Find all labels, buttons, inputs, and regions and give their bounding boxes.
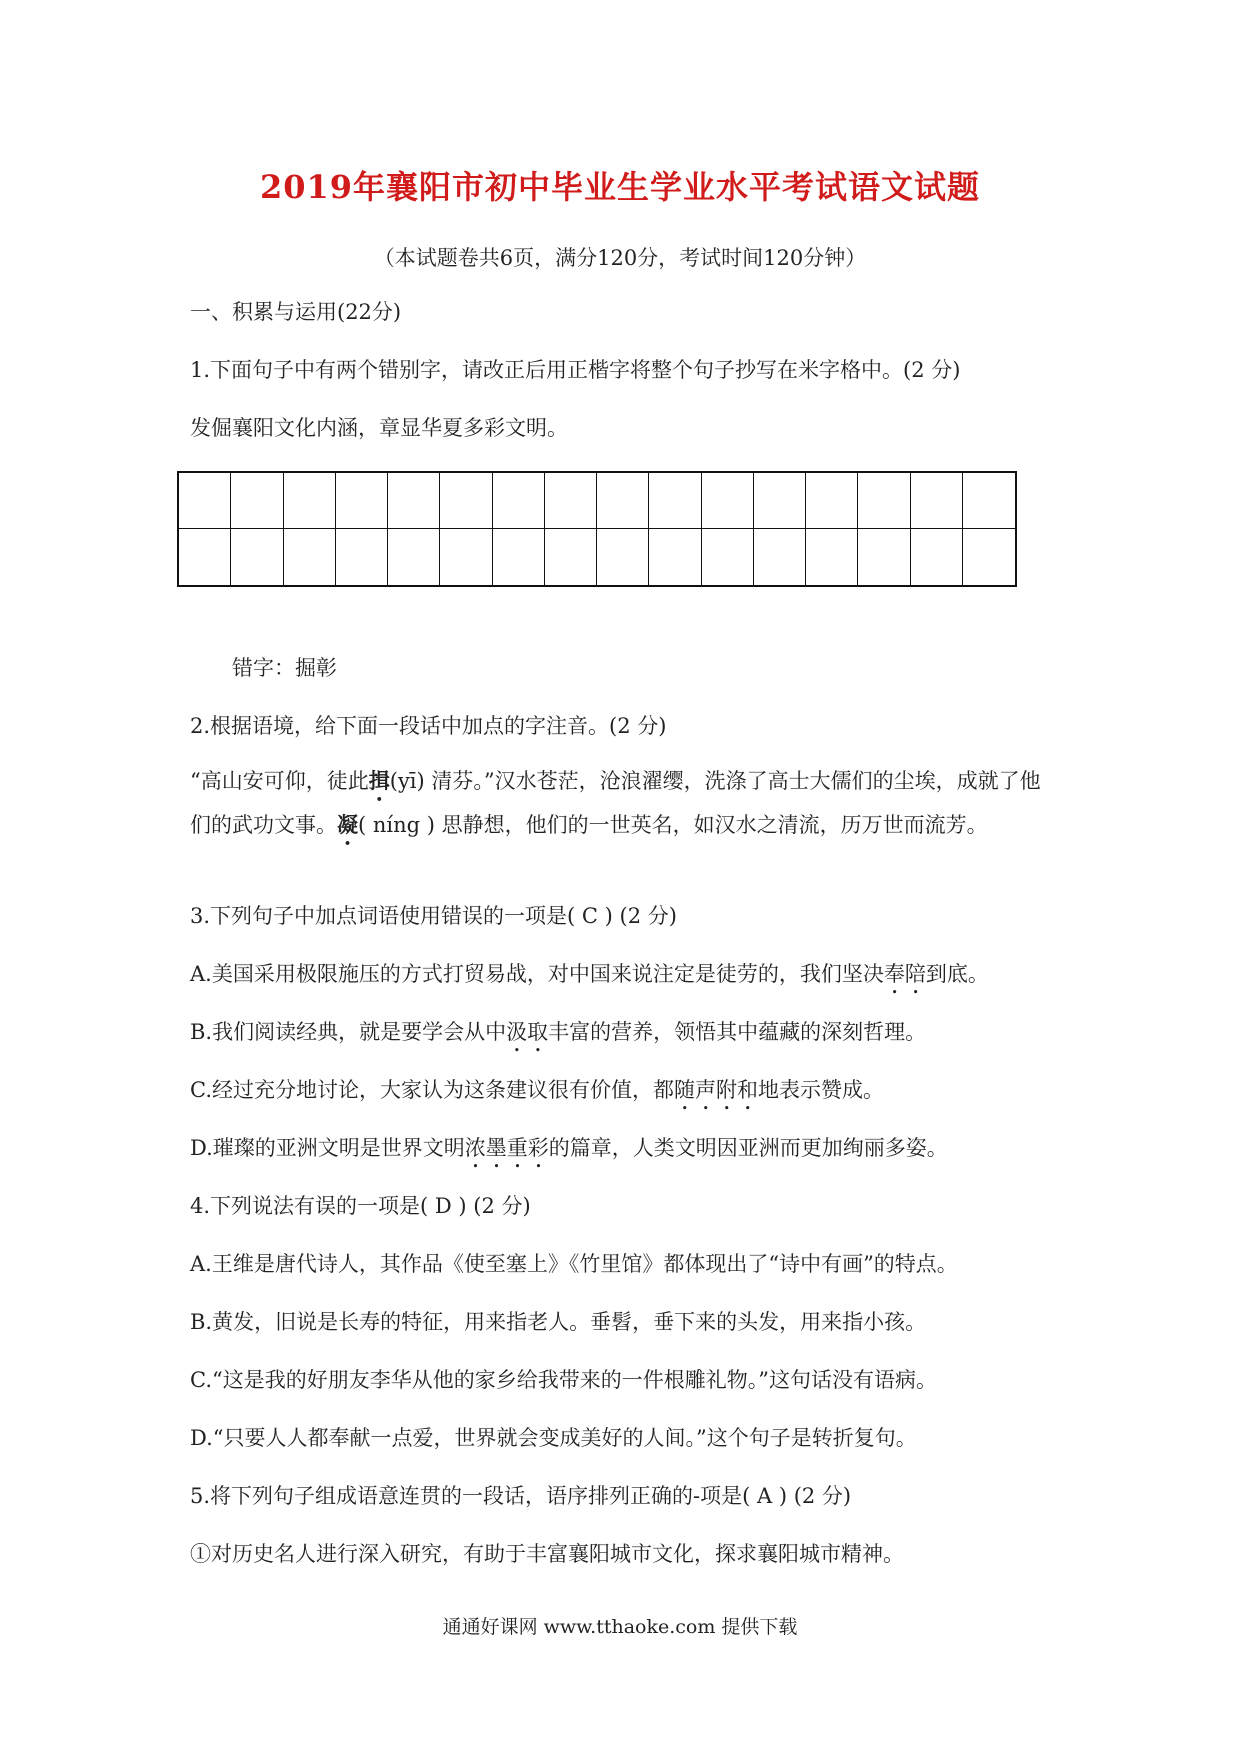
grid-cell: [806, 473, 858, 529]
page-footer: 通通好课网 www.tthaoke.com 提供下载: [442, 1616, 798, 1638]
q4-option-b: B.黄发，旧说是长寿的特征，用来指老人。垂髫，垂下来的头发，用来指小孩。: [190, 1310, 927, 1334]
q3-d-text: D.璀璨的亚洲文明是世界文明: [190, 1136, 465, 1160]
grid-cell: [493, 473, 545, 529]
grid-cell: [388, 473, 440, 529]
grid-cell: [858, 529, 910, 585]
exam-title: 2019年襄阳市初中毕业生学业水平考试语文试题: [259, 168, 981, 206]
q2-text-1: “高山安可仰，徒此: [190, 769, 369, 793]
writing-grid: [177, 471, 1017, 587]
grid-cell: [702, 473, 754, 529]
q3-a-text: A.美国采用极限施压的方式打贸易战，对中国来说注定是徒劳的，我们坚决: [190, 962, 884, 986]
grid-cell: [545, 473, 597, 529]
grid-cell: [231, 473, 283, 529]
q4-option-a: A.王维是唐代诗人，其作品《使至塞上》《竹里馆》都体现出了“诗中有画”的特点。: [190, 1252, 958, 1276]
grid-cell: [440, 473, 492, 529]
q2-dotted-char-2: 凝: [337, 812, 358, 837]
q3-a-dotted: 奉陪: [883, 962, 926, 986]
exam-subtitle: （本试题卷共6页，满分120分，考试时间120分钟）: [373, 246, 867, 270]
grid-cell: [388, 529, 440, 585]
q3-c-dotted: 随声附和: [674, 1078, 758, 1102]
grid-cell: [284, 473, 336, 529]
q4-stem: 4.下列说法有误的一项是( D ) (2 分): [190, 1194, 531, 1218]
q2-text-2: (yī) 清芬。”汉水苍茫，沧浪濯缨，洗涤了高士大儒们的尘埃，成就了他们的武功文事。: [190, 769, 1041, 837]
grid-cell: [963, 473, 1015, 529]
q3-a-end: 到底。: [925, 962, 989, 986]
q1-answer: 错字：掘彰: [232, 656, 337, 680]
q3-option-a: [190, 958, 989, 999]
grid-cell: [493, 529, 545, 585]
grid-cell: [284, 529, 336, 585]
q1-stem: 1.下面句子中有两个错别字，请改正后用正楷字将整个句子抄写在米字格中。(2 分): [190, 358, 961, 382]
grid-cell: [336, 529, 388, 585]
q3-d-end: 的篇章，人类文明因亚洲而更加绚丽多姿。: [548, 1136, 948, 1160]
grid-cell: [911, 473, 963, 529]
q3-c-end: 地表示赞成。: [758, 1078, 884, 1102]
q3-option-d: [190, 1132, 948, 1173]
q5-sentence-1: ①对历史名人进行深入研究，有助于丰富襄阳城市文化，探求襄阳城市精神。: [190, 1542, 904, 1566]
q1-sentence: 发倔襄阳文化内涵，章显华夏多彩文明。: [190, 416, 568, 440]
q3-stem: 3.下列句子中加点词语使用错误的一项是( C ) (2 分): [190, 904, 677, 928]
q4-option-c: C.“这是我的好朋友李华从他的家乡给我带来的一件根雕礼物。”这句话没有语病。: [190, 1368, 937, 1392]
q2-stem: 2.根据语境，给下面一段话中加点的字注音。(2 分): [190, 714, 667, 738]
grid-cell: [597, 473, 649, 529]
q3-b-end: 丰富的营养，领悟其中蕴藏的深刻哲理。: [548, 1020, 927, 1044]
grid-cell: [597, 529, 649, 585]
grid-cell: [179, 529, 231, 585]
q3-b-dotted: 汲取: [506, 1020, 549, 1044]
q3-c-text: C.经过充分地讨论，大家认为这条建议很有价值，都: [190, 1078, 674, 1102]
grid-cell: [754, 529, 806, 585]
section-heading: 一、积累与运用(22分): [190, 300, 402, 324]
grid-cell: [545, 529, 597, 585]
grid-cell: [336, 473, 388, 529]
grid-cell: [806, 529, 858, 585]
grid-cell: [963, 529, 1015, 585]
q3-option-c: [190, 1074, 884, 1115]
grid-cell: [179, 473, 231, 529]
grid-cell: [231, 529, 283, 585]
q2-dotted-char-1: 揖: [368, 768, 390, 793]
q3-option-b: [190, 1016, 926, 1057]
grid-cell: [702, 529, 754, 585]
q2-text-3: ( níng ) 思静想，他们的一世英名，如汉水之清流，历万世而流芳。: [358, 813, 988, 837]
grid-cell: [858, 473, 910, 529]
q3-b-text: B.我们阅读经典，就是要学会从中: [190, 1020, 507, 1044]
grid-cell: [649, 529, 701, 585]
grid-cell: [754, 473, 806, 529]
q3-d-dotted: 浓墨重彩: [464, 1136, 549, 1160]
q4-option-d: D.“只要人人都奉献一点爱，世界就会变成美好的人间。”这个句子是转折复句。: [190, 1426, 917, 1450]
grid-cell: [649, 473, 701, 529]
grid-cell: [440, 529, 492, 585]
grid-cell: [911, 529, 963, 585]
q2-passage: [190, 762, 1060, 850]
q5-stem: 5.将下列句子组成语意连贯的一段话，语序排列正确的-项是( A ) (2 分): [190, 1484, 852, 1508]
